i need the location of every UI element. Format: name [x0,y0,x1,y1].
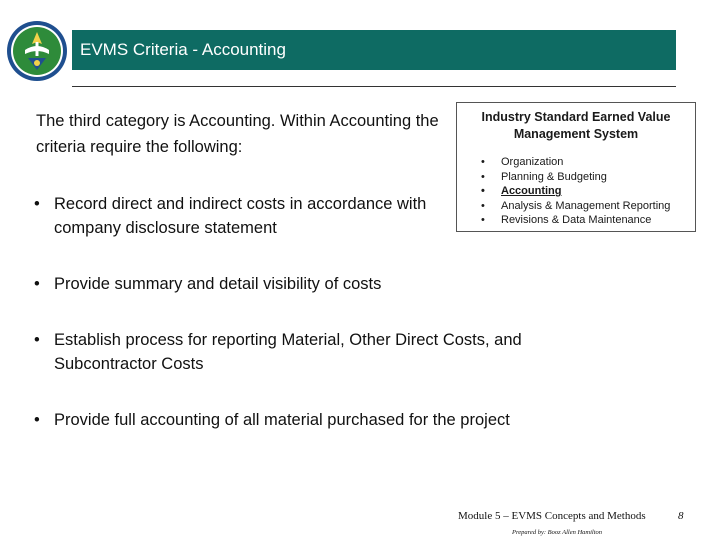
list-item: • Organization [457,155,695,170]
list-item: • Planning & Budgeting [457,170,695,185]
footer-prepared-by: Prepared by: Booz Allen Hamilton [512,529,603,536]
list-item: • Revisions & Data Maintenance [457,213,695,228]
list-item: • Analysis & Management Reporting [457,199,695,214]
bullet-item: • Establish process for reporting Material, Other Direct Costs, and Subcontractor Costs [30,328,570,376]
bullet-item: • Record direct and indirect costs in accordance with company disclosure statement [30,192,430,240]
title-divider [72,86,676,87]
evms-components-box [456,102,696,232]
slide-title: EVMS Criteria - Accounting [72,30,676,70]
bullet-item: • Provide full accounting of all material purchased for the project [30,408,570,432]
evms-box-title: Industry Standard Earned Value Management System [481,110,671,141]
page-number: 8 [678,510,684,522]
footer-module: Module 5 – EVMS Concepts and Methods [458,510,646,522]
intro-text: The third category is Accounting. Within Accounting the criteria require the following: [36,112,439,156]
bullet-item: • Provide summary and detail visibility of costs [30,272,570,296]
doe-seal-icon [6,20,68,82]
list-item-current: • Accounting [457,184,695,199]
evms-components-list [457,155,695,228]
